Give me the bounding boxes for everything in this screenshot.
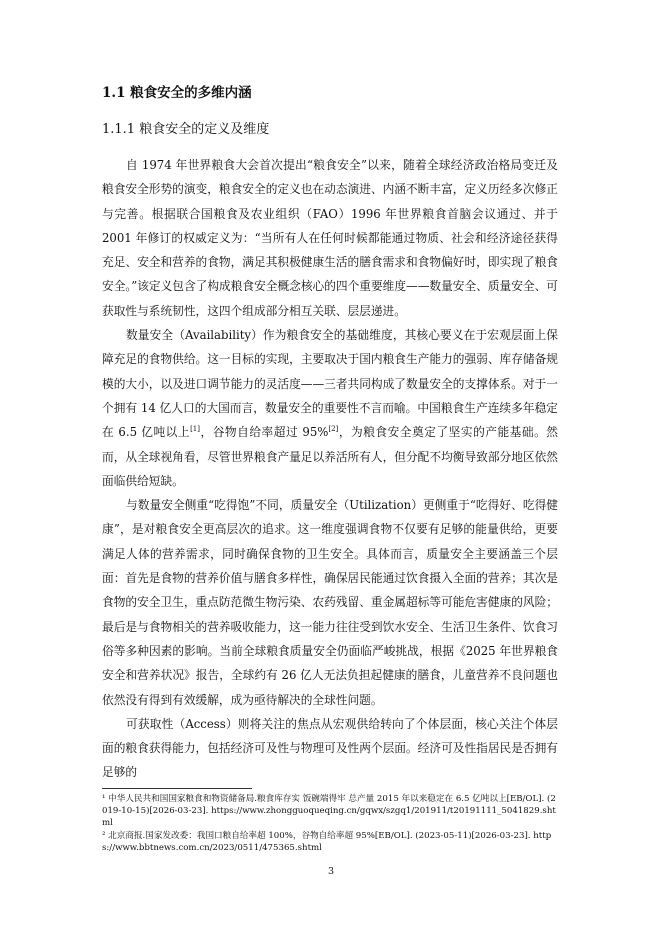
- footnote-1: ¹ 中华人民共和国国家粮食和物资储备局.粮食库存实 饭碗端得牢 总产量 2015 年以来稳定在 6.5 亿吨以上[EB/OL]. (2019-10-15)[2026-03-23]. https://www.zhongguoqueqing.cn/gqwx/szgq1/201911/t20191111_5041829.shtml: [102, 794, 556, 829]
- main-content: [102, 84, 558, 785]
- paragraph-text: ，为粮食安全奠定了坚实的产能基础。然而，从全球视角看，尽管世界粮食产量足以养活所有人，但分配不均衡导致部分地区依然面临供给短缺。: [102, 425, 558, 488]
- footnote-divider: [102, 788, 252, 789]
- section-heading: 1.1 粮食安全的多维内涵: [102, 85, 252, 101]
- paragraph-text: ，谷物自给率超过 95%: [200, 425, 329, 440]
- paragraph-definition: 自 1974 年世界粮食大会首次提出“粮食安全”以来，随着全球经济政治格局变迁及粮食安全形势的演变，粮食安全的定义也在动态演进、内涵不断丰富，定义历经多次修正与完善。根据联合国粮食及农业组织（FAO）1996 年世界粮食首脑会议通过、并于 2001 年修订的权威定义为：“当所有人在任何时候都能通过物质、社会和经济途径获得充足、安全和营养的食物，满足其积极健康生活的膳食需求和食物偏好时，即实现了粮食安全。”该定义包含了构成粮食安全概念核心的四个重要维度——数量安全、质量安全、可获取性与系统韧性，这四个组成部分相互关联、层层递进。: [102, 158, 558, 318]
- subsection-heading: 1.1.1 粮食安全的定义及维度: [102, 122, 270, 137]
- footnote-2: ² 北京商报.国家发改委：我国口粮自给率超 100%，谷物自给率超 95%[EB/OL]. (2023-05-11)[2026-03-23]. https://www.bbtnews.com.cn/2023/0511/475365.shtml: [102, 830, 552, 853]
- paragraph-access: 可获取性（Access）则将关注的焦点从宏观供给转向了个体层面，核心关注个体层面的粮食获得能力，包括经济可及性与物理可及性两个层面。经济可及性指居民是否拥有足够的: [102, 716, 558, 780]
- page-number: 3: [327, 866, 335, 877]
- citation-ref-2[interactable]: [2]: [328, 425, 339, 434]
- footnotes: [102, 788, 558, 854]
- paragraph-availability: [102, 323, 558, 493]
- paragraph-text: 数量安全（Availability）作为粮食安全的基础维度，其核心要义在于宏观层面上保障充足的食物供给。这一目标的实现，主要取决于国内粮食生产能力的强弱、库存储备规模的大小，以及进口调节能力的灵活度——三者共同构成了数量安全的支撑体系。对于一个拥有 14 亿人口的大国而言，数量安全的重要性不言而喻。中国粮食生产连续多年稳定在 6.5 亿吨以上: [102, 328, 558, 440]
- citation-ref-1[interactable]: [1]: [190, 425, 200, 434]
- paragraph-utilization: 与数量安全侧重“吃得饱”不同，质量安全（Utilization）更侧重于“吃得好、吃得健康”，是对粮食安全更高层次的追求。这一维度强调食物不仅要有足够的能量供给，更要满足人体的营养需求，同时确保食物的卫生安全。具体而言，质量安全主要涵盖三个层面：首先是食物的营养价值与膳食多样性，确保居民能通过饮食摄入全面的营养；其次是食物的安全卫生，重点防范微生物污染、农药残留、重金属超标等可能危害健康的风险；最后是与食物相关的营养吸收能力，这一能力往往受到饮水安全、生活卫生条件、饮食习俗等多种因素的影响。当前全球粮食质量安全仍面临严峻挑战，根据《2025 年世界粮食安全和营养状况》报告，全球约有 26 亿人无法负担起健康的膳食，儿童营养不良问题也依然没有得到有效缓解，成为亟待解决的全球性问题。: [102, 498, 558, 707]
